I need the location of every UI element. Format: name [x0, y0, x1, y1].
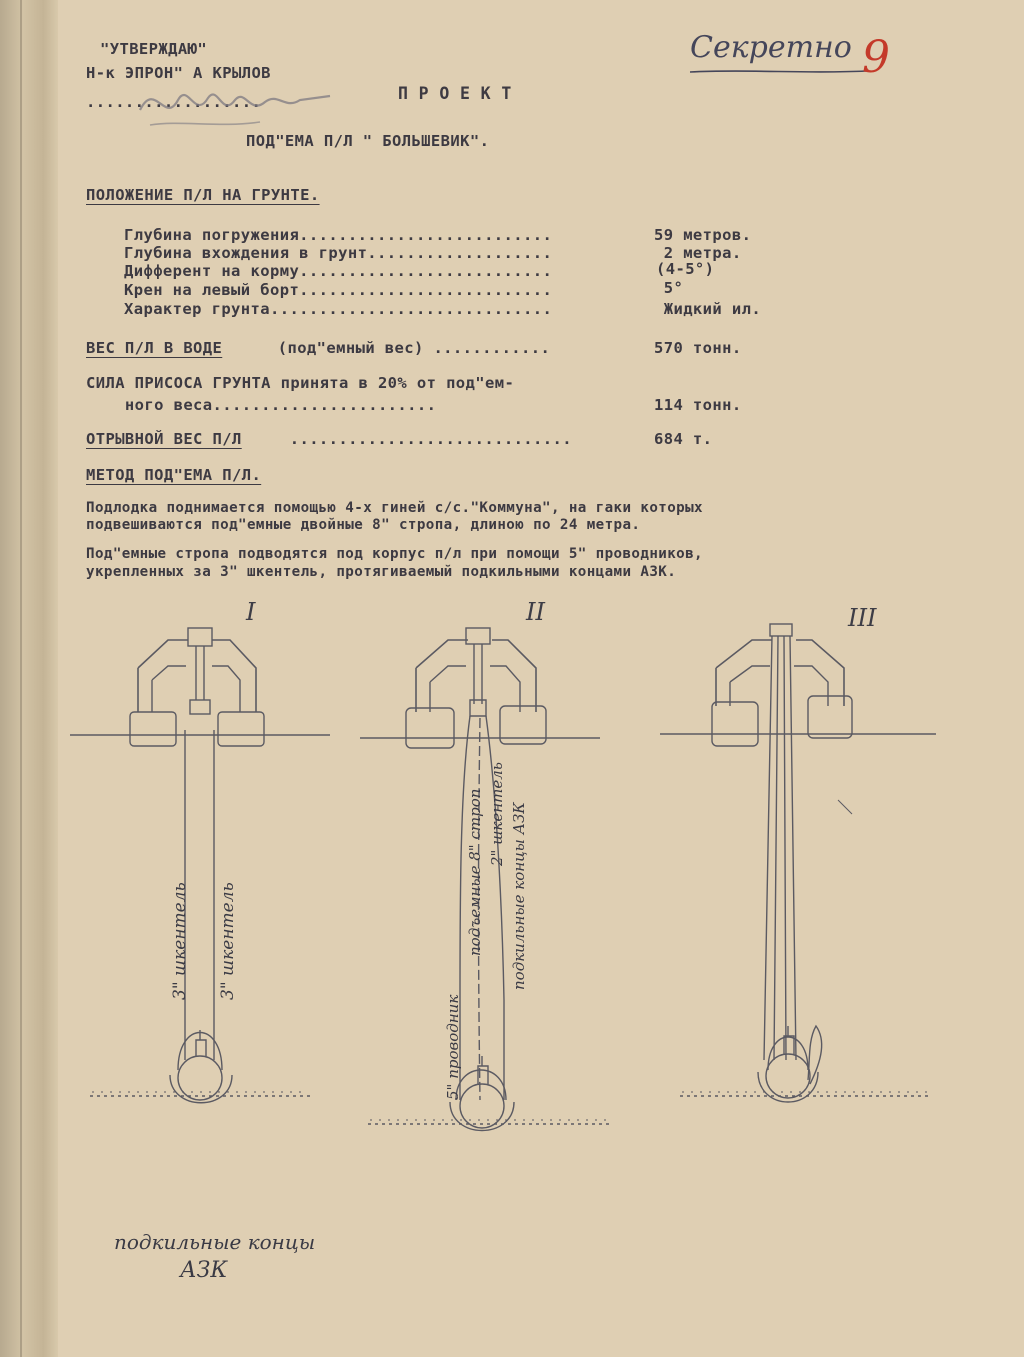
suction-line1: СИЛА ПРИСОСА ГРУНТА принята в 20% от под"ем- — [86, 374, 515, 392]
position-row-value: (4-5°) — [656, 260, 715, 278]
chief-text: Н-к ЭПРОН" А КРЫЛОВ — [86, 64, 271, 82]
breakaway-label: ............................. — [280, 430, 572, 448]
figure-1-label: I — [246, 598, 256, 626]
figure-2-drawing — [360, 628, 610, 1131]
figure-2-label: II — [526, 598, 545, 626]
position-row-label: Характер грунта............................. — [124, 300, 553, 318]
figure-3-drawing — [660, 624, 936, 1102]
fig1-note-a: 3" шкентель — [170, 882, 190, 1000]
method-p2-line1: Под"емные стропа подводятся под корпус п/л при помощи 5" проводников, — [86, 546, 703, 562]
caption-line2: АЗК — [180, 1258, 228, 1283]
position-row-label: Крен на левый борт.......................... — [124, 281, 553, 299]
page-number: 9 — [862, 32, 890, 83]
position-row-label: Глубина вхождения в грунт................... — [124, 244, 553, 262]
fig2-note-b: 2" шкентель — [488, 762, 506, 866]
weight-heading: ВЕС П/Л В ВОДЕ — [86, 339, 223, 357]
fig1-note-b: 3" шкентель — [218, 882, 238, 1000]
title-project: П Р О Е К Т — [398, 84, 512, 103]
title-subject: ПОД"ЕМА П/Л " БОЛЬШЕВИК". — [246, 132, 490, 150]
method-p1-line2: подвешиваются под"емные двойные 8" стропа, длиною по 24 метра. — [86, 517, 641, 533]
breakaway-value: 684 т. — [654, 430, 713, 448]
method-p2-line2: укрепленных за 3" шкентель, протягиваемый подкильными концами АЗК. — [86, 564, 677, 580]
weight-value: 570 тонн. — [654, 339, 742, 357]
position-row-value: 59 метров. — [654, 226, 752, 244]
caption-line1: подкильные концы — [114, 1230, 316, 1254]
position-row-label: Глубина погружения.......................... — [124, 226, 553, 244]
approval-text: "УТВЕРЖДАЮ" — [100, 40, 208, 58]
suction-line2: ного веса....................... — [86, 396, 437, 414]
figure-1-drawing — [70, 628, 330, 1103]
figure-3-label: III — [848, 604, 877, 632]
position-row-value: 2 метра. — [654, 244, 742, 262]
suction-value: 114 тонн. — [654, 396, 742, 414]
fig2-note-d: 5" проводник — [444, 994, 462, 1100]
position-row-value: 5° — [654, 279, 684, 297]
breakaway-heading: ОТРЫВНОЙ ВЕС П/Л — [86, 430, 242, 448]
position-row-label: Дифферент на корму.......................... — [124, 262, 553, 280]
position-row-value: Жидкий ил. — [654, 300, 762, 318]
fig2-note-c: подкильные концы АЗК — [510, 802, 528, 990]
fig2-note-a: подъемные 8" строп — [466, 788, 484, 956]
weight-label: (под"емный вес) ............ — [268, 339, 551, 357]
secret-stamp: Секретно — [690, 30, 852, 65]
signature-dots: .................. — [86, 93, 262, 111]
position-heading: ПОЛОЖЕНИЕ П/Л НА ГРУНТЕ. — [86, 186, 320, 204]
method-heading: МЕТОД ПОД"ЕМА П/Л. — [86, 466, 262, 484]
method-p1-line1: Подлодка поднимается помощью 4-х гиней с/с."Коммуна", на гаки которых — [86, 500, 703, 516]
